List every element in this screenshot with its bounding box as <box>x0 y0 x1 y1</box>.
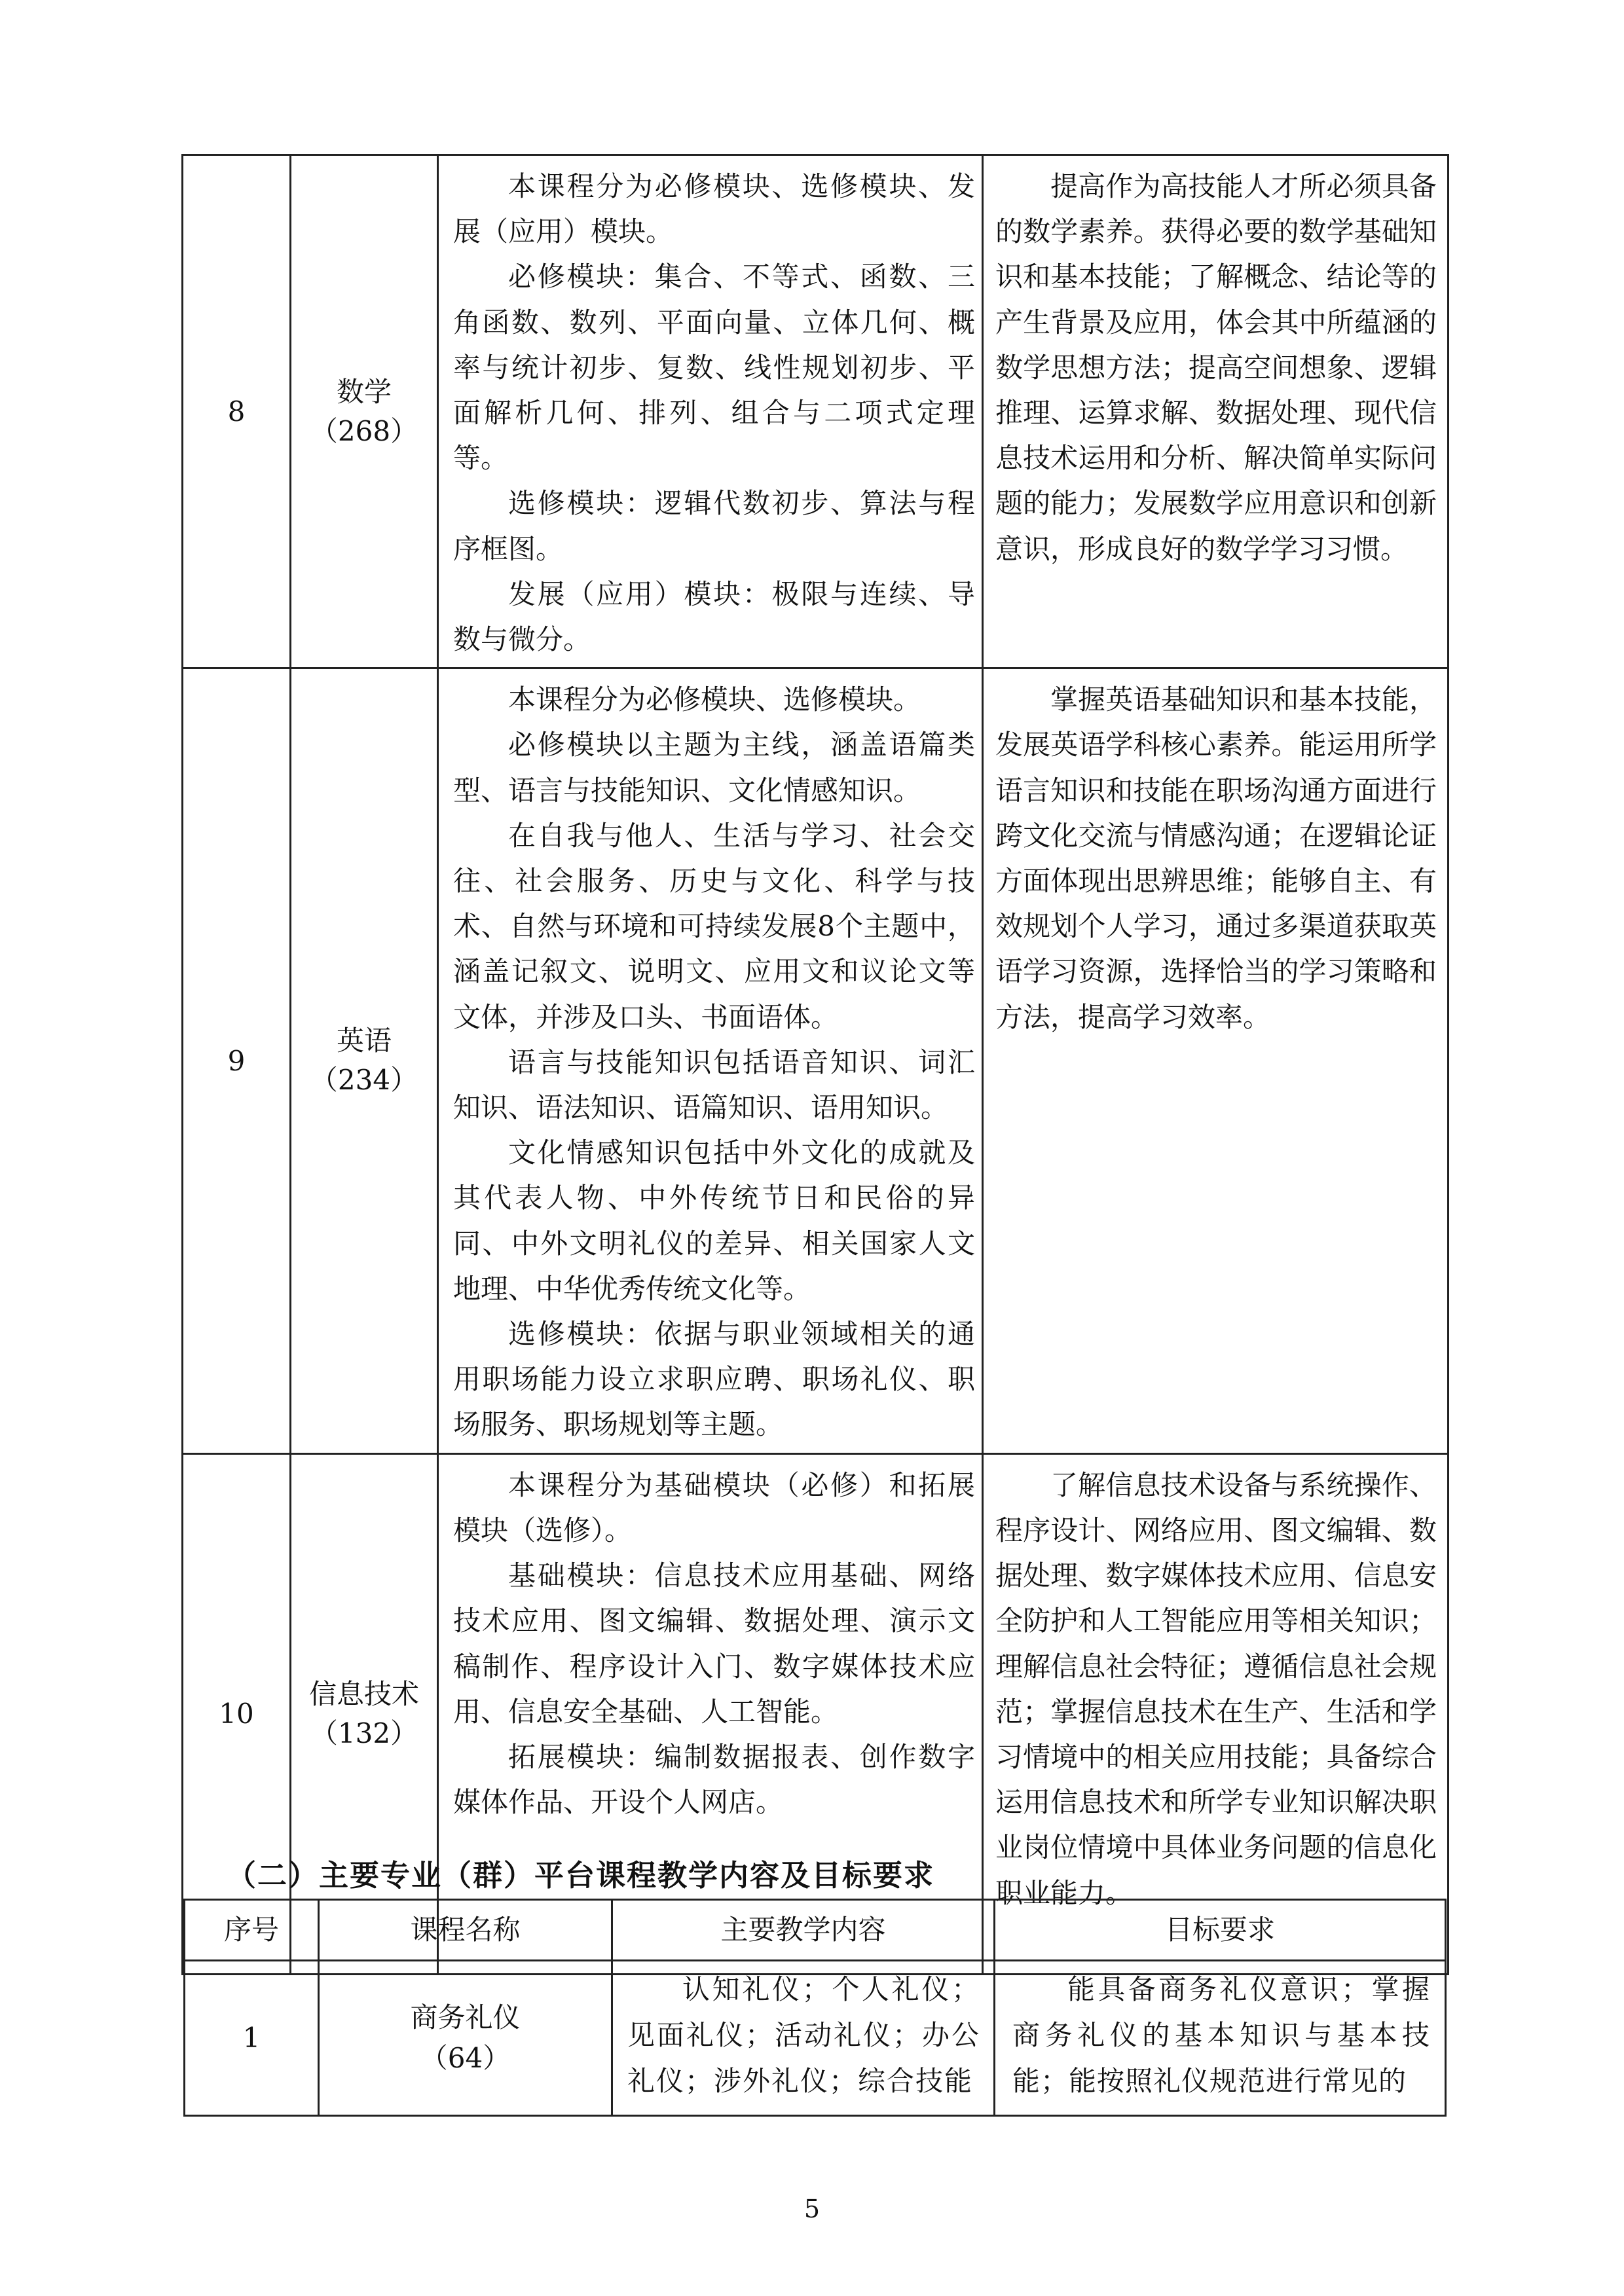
table-row <box>183 668 1449 1453</box>
content-paragraph: 必修模块以主题为主线，涵盖语篇类型、语言与技能知识、文化情感知识。 <box>453 729 975 807</box>
row-number: 8 <box>183 155 291 668</box>
table-row <box>185 1961 1446 2116</box>
course-hours: （268） <box>310 414 418 447</box>
course-hours: （132） <box>310 1717 418 1749</box>
platform-courses-table <box>183 1899 1447 2117</box>
table-row <box>183 155 1449 668</box>
header-target-requirements: 目标要求 <box>995 1900 1446 1961</box>
header-number: 序号 <box>185 1900 319 1961</box>
course-name: 数学 <box>336 375 392 408</box>
section-heading: （二）主要专业（群）平台课程教学内容及目标要求 <box>227 1858 935 1893</box>
content-paragraph: 拓展模块：编制数据报表、创作数字媒体作品、开设个人网店。 <box>453 1740 975 1819</box>
content-paragraph: 文化情感知识包括中外文化的成就及其代表人物、中外传统节日和民俗的异同、中外文明礼仪的差异、相关国家人文地理、中华优秀传统文化等。 <box>453 1137 975 1305</box>
course-name: 英语 <box>336 1025 392 1057</box>
content-paragraph: 选修模块：依据与职业领域相关的通用职场能力设立求职应聘、职场礼仪、职场服务、职场规划等主题。 <box>453 1318 975 1441</box>
goal-paragraph: 了解信息技术设备与系统操作、程序设计、网络应用、图文编辑、数据处理、数字媒体技术应用、信息安全防护和人工智能应用等相关知识；理解信息社会特征；遵循信息社会规范；掌握信息技术在生产、生活和学习情境中的相关应用技能；具备综合运用信息技术和所学专业知识解决职业岗位情境中具体业务问题的信息化职业能力。 <box>995 1468 1437 1909</box>
content-paragraph: 语言与技能知识包括语音知识、词汇知识、语法知识、语篇知识、语用知识。 <box>453 1046 975 1124</box>
goal-paragraph: 掌握英语基础知识和基本技能，发展英语学科核心素养。能运用所学语言知识和技能在职场沟通方面进行跨文化交流与情感沟通；在逻辑论证方面体现出思辨思维；能够自主、有效规划个人学习，通过多渠道获取英语学习资源，选择恰当的学习策略和方法，提高学习效率。 <box>995 683 1437 1033</box>
course-name: 信息技术 <box>308 1677 419 1710</box>
content-paragraph: 在自我与他人、生活与学习、社会交往、社会服务、历史与文化、科学与技术、自然与环境和可持续发展8个主题中，涵盖记叙文、说明文、应用文和议论文等文体，并涉及口头、书面语体。 <box>453 819 975 1033</box>
page-number: 5 <box>803 2195 821 2223</box>
row-number: 10 <box>183 1453 291 1974</box>
table-row <box>183 1453 1449 1974</box>
course-name: 商务礼仪 <box>410 2001 521 2033</box>
table-header-row <box>185 1900 1446 1961</box>
target-requirements <box>983 1453 1449 1974</box>
teaching-content <box>438 1453 983 1974</box>
teaching-content <box>612 1961 995 2116</box>
teaching-content <box>438 668 983 1453</box>
course-name-cell <box>291 1453 438 1974</box>
row-number: 1 <box>185 1961 319 2116</box>
course-hours: （234） <box>310 1064 418 1097</box>
course-name-cell <box>319 1961 612 2116</box>
course-name-cell <box>291 155 438 668</box>
target-requirements <box>983 155 1449 668</box>
course-name-cell <box>291 668 438 1453</box>
teaching-content <box>438 155 983 668</box>
content-paragraph: 选修模块：逻辑代数初步、算法与程序框图。 <box>453 487 975 565</box>
content-paragraph: 必修模块：集合、不等式、函数、三角函数、数列、平面向量、立体几何、概率与统计初步、复数、线性规划初步、平面解析几何、排列、组合与二项式定理等。 <box>453 261 975 475</box>
target-requirements <box>995 1961 1446 2116</box>
row-number: 9 <box>183 668 291 1453</box>
course-hours: （64） <box>420 2042 511 2074</box>
content-paragraph: 本课程分为必修模块、选修模块、发展（应用）模块。 <box>453 170 975 248</box>
general-courses-table <box>181 154 1449 1975</box>
goal-paragraph: 提高作为高技能人才所必须具备的数学素养。获得必要的数学基础知识和基本技能；了解概念、结论等的产生背景及应用，体会其中所蕴涵的数学思想方法；提高空间想象、逻辑推理、运算求解、数据处理、现代信息技术运用和分析、解决简单实际问题的能力；发展数学应用意识和创新意识，形成良好的数学学习习惯。 <box>995 170 1437 565</box>
header-teaching-content: 主要教学内容 <box>612 1900 995 1961</box>
content-paragraph: 发展（应用）模块：极限与连续、导数与微分。 <box>453 577 975 656</box>
content-paragraph: 本课程分为必修模块、选修模块。 <box>508 683 921 716</box>
content-paragraph: 本课程分为基础模块（必修）和拓展模块（选修）。 <box>453 1468 975 1546</box>
goal-paragraph: 能具备商务礼仪意识；掌握商务礼仪的基本知识与基本技能；能按照礼仪规范进行常见的 <box>1012 1973 1430 2097</box>
content-paragraph: 认知礼仪；个人礼仪；见面礼仪；活动礼仪；办公礼仪；涉外礼仪；综合技能 <box>627 1973 980 2097</box>
target-requirements <box>983 668 1449 1453</box>
header-course-name: 课程名称 <box>319 1900 612 1961</box>
content-paragraph: 基础模块：信息技术应用基础、网络技术应用、图文编辑、数据处理、演示文稿制作、程序设计入门、数字媒体技术应用、信息安全基础、人工智能。 <box>453 1559 975 1728</box>
